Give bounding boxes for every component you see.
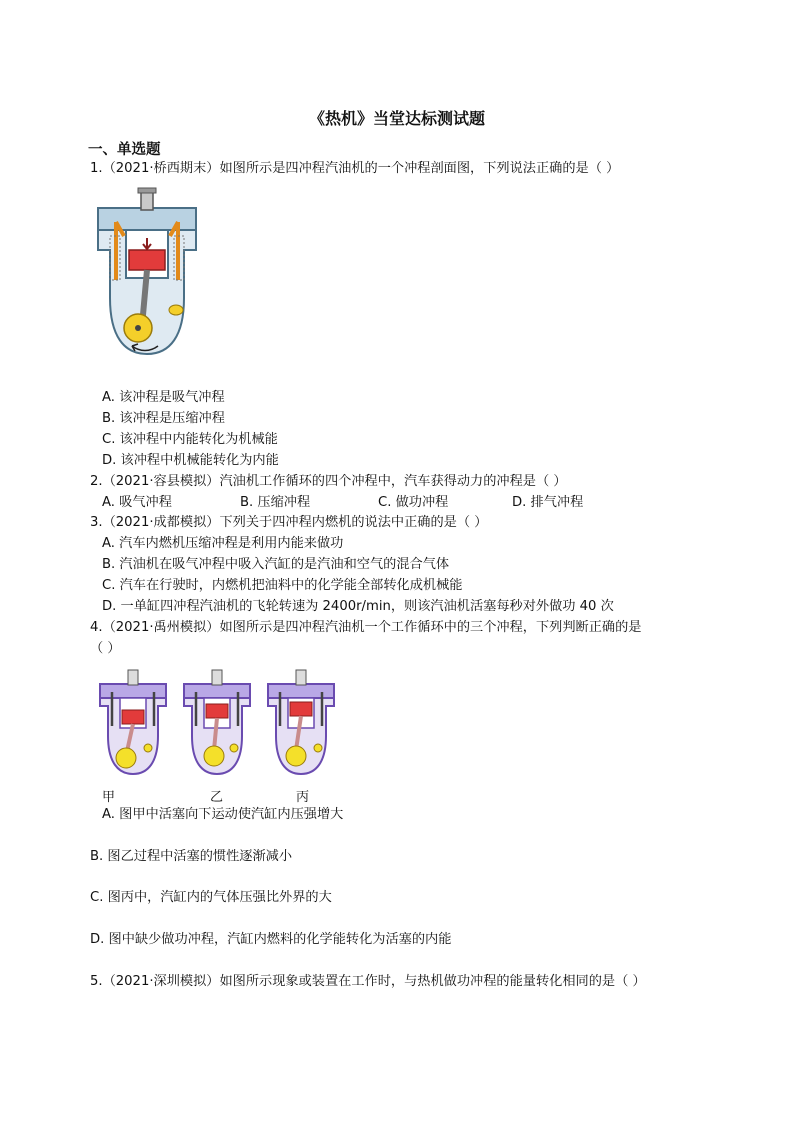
q3-option-d: D. 一单缸四冲程汽油机的飞轮转速为 2400r/min，则该汽油机活塞每秒对外做功 40 次: [102, 599, 614, 614]
q4-option-b: B. 图乙过程中活塞的惯性逐渐减小: [90, 849, 293, 864]
q2-option-d: D. 排气冲程: [512, 495, 584, 510]
q2-option-c: C. 做功冲程: [378, 495, 449, 510]
page-title: 《热机》当堂达标测试题: [308, 109, 485, 128]
question-1-stem: 1.（2021·桥西期末）如图所示是四冲程汽油机的一个冲程剖面图，下列说法正确的是（ ）: [90, 161, 620, 176]
section-heading: 一、单选题: [88, 142, 161, 158]
q1-option-c: C. 该冲程中内能转化为机械能: [102, 432, 278, 447]
engine-diagram-bing: [264, 664, 338, 782]
q1-option-a: A. 该冲程是吸气冲程: [102, 390, 225, 405]
figure-label-yi: 乙: [210, 790, 224, 805]
q1-option-b: B. 该冲程是压缩冲程: [102, 411, 225, 426]
question-4-stem: 4.（2021·禹州模拟）如图所示是四冲程汽油机一个工作循环中的三个冲程，下列判断正确的是: [90, 620, 642, 635]
question-5-stem: 5.（2021·深圳模拟）如图所示现象或装置在工作时，与热机做功冲程的能量转化相同的是（ ）: [90, 974, 646, 989]
figure-label-bing: 丙: [296, 790, 310, 805]
q2-options-row: [102, 494, 702, 512]
q4-option-d: D. 图中缺少做功冲程，汽缸内燃料的化学能转化为活塞的内能: [90, 932, 452, 947]
engine-diagram-jia: [96, 664, 170, 782]
engine-diagram-q1: [92, 186, 202, 378]
question-3-stem: 3.（2021·成都模拟）下列关于四冲程内燃机的说法中正确的是（ ）: [90, 515, 488, 530]
q3-option-b: B. 汽油机在吸气冲程中吸入汽缸的是汽油和空气的混合气体: [102, 557, 450, 572]
q4-option-c: C. 图丙中，汽缸内的气体压强比外界的大: [90, 890, 332, 905]
q2-option-a: A. 吸气冲程: [102, 495, 172, 510]
q4-option-a: A. 图甲中活塞向下运动使汽缸内压强增大: [102, 807, 344, 822]
engine-diagram-yi: [180, 664, 254, 782]
question-4-stem-cont: （ ）: [90, 641, 121, 656]
q3-option-c: C. 汽车在行驶时，内燃机把油料中的化学能全部转化成机械能: [102, 578, 463, 593]
question-2-stem: 2.（2021·容县模拟）汽油机工作循环的四个冲程中，汽车获得动力的冲程是（ ）: [90, 474, 567, 489]
figure-label-jia: 甲: [102, 790, 116, 805]
q1-option-d: D. 该冲程中机械能转化为内能: [102, 453, 279, 468]
q2-option-b: B. 压缩冲程: [240, 495, 311, 510]
q3-option-a: A. 汽车内燃机压缩冲程是利用内能来做功: [102, 536, 344, 551]
